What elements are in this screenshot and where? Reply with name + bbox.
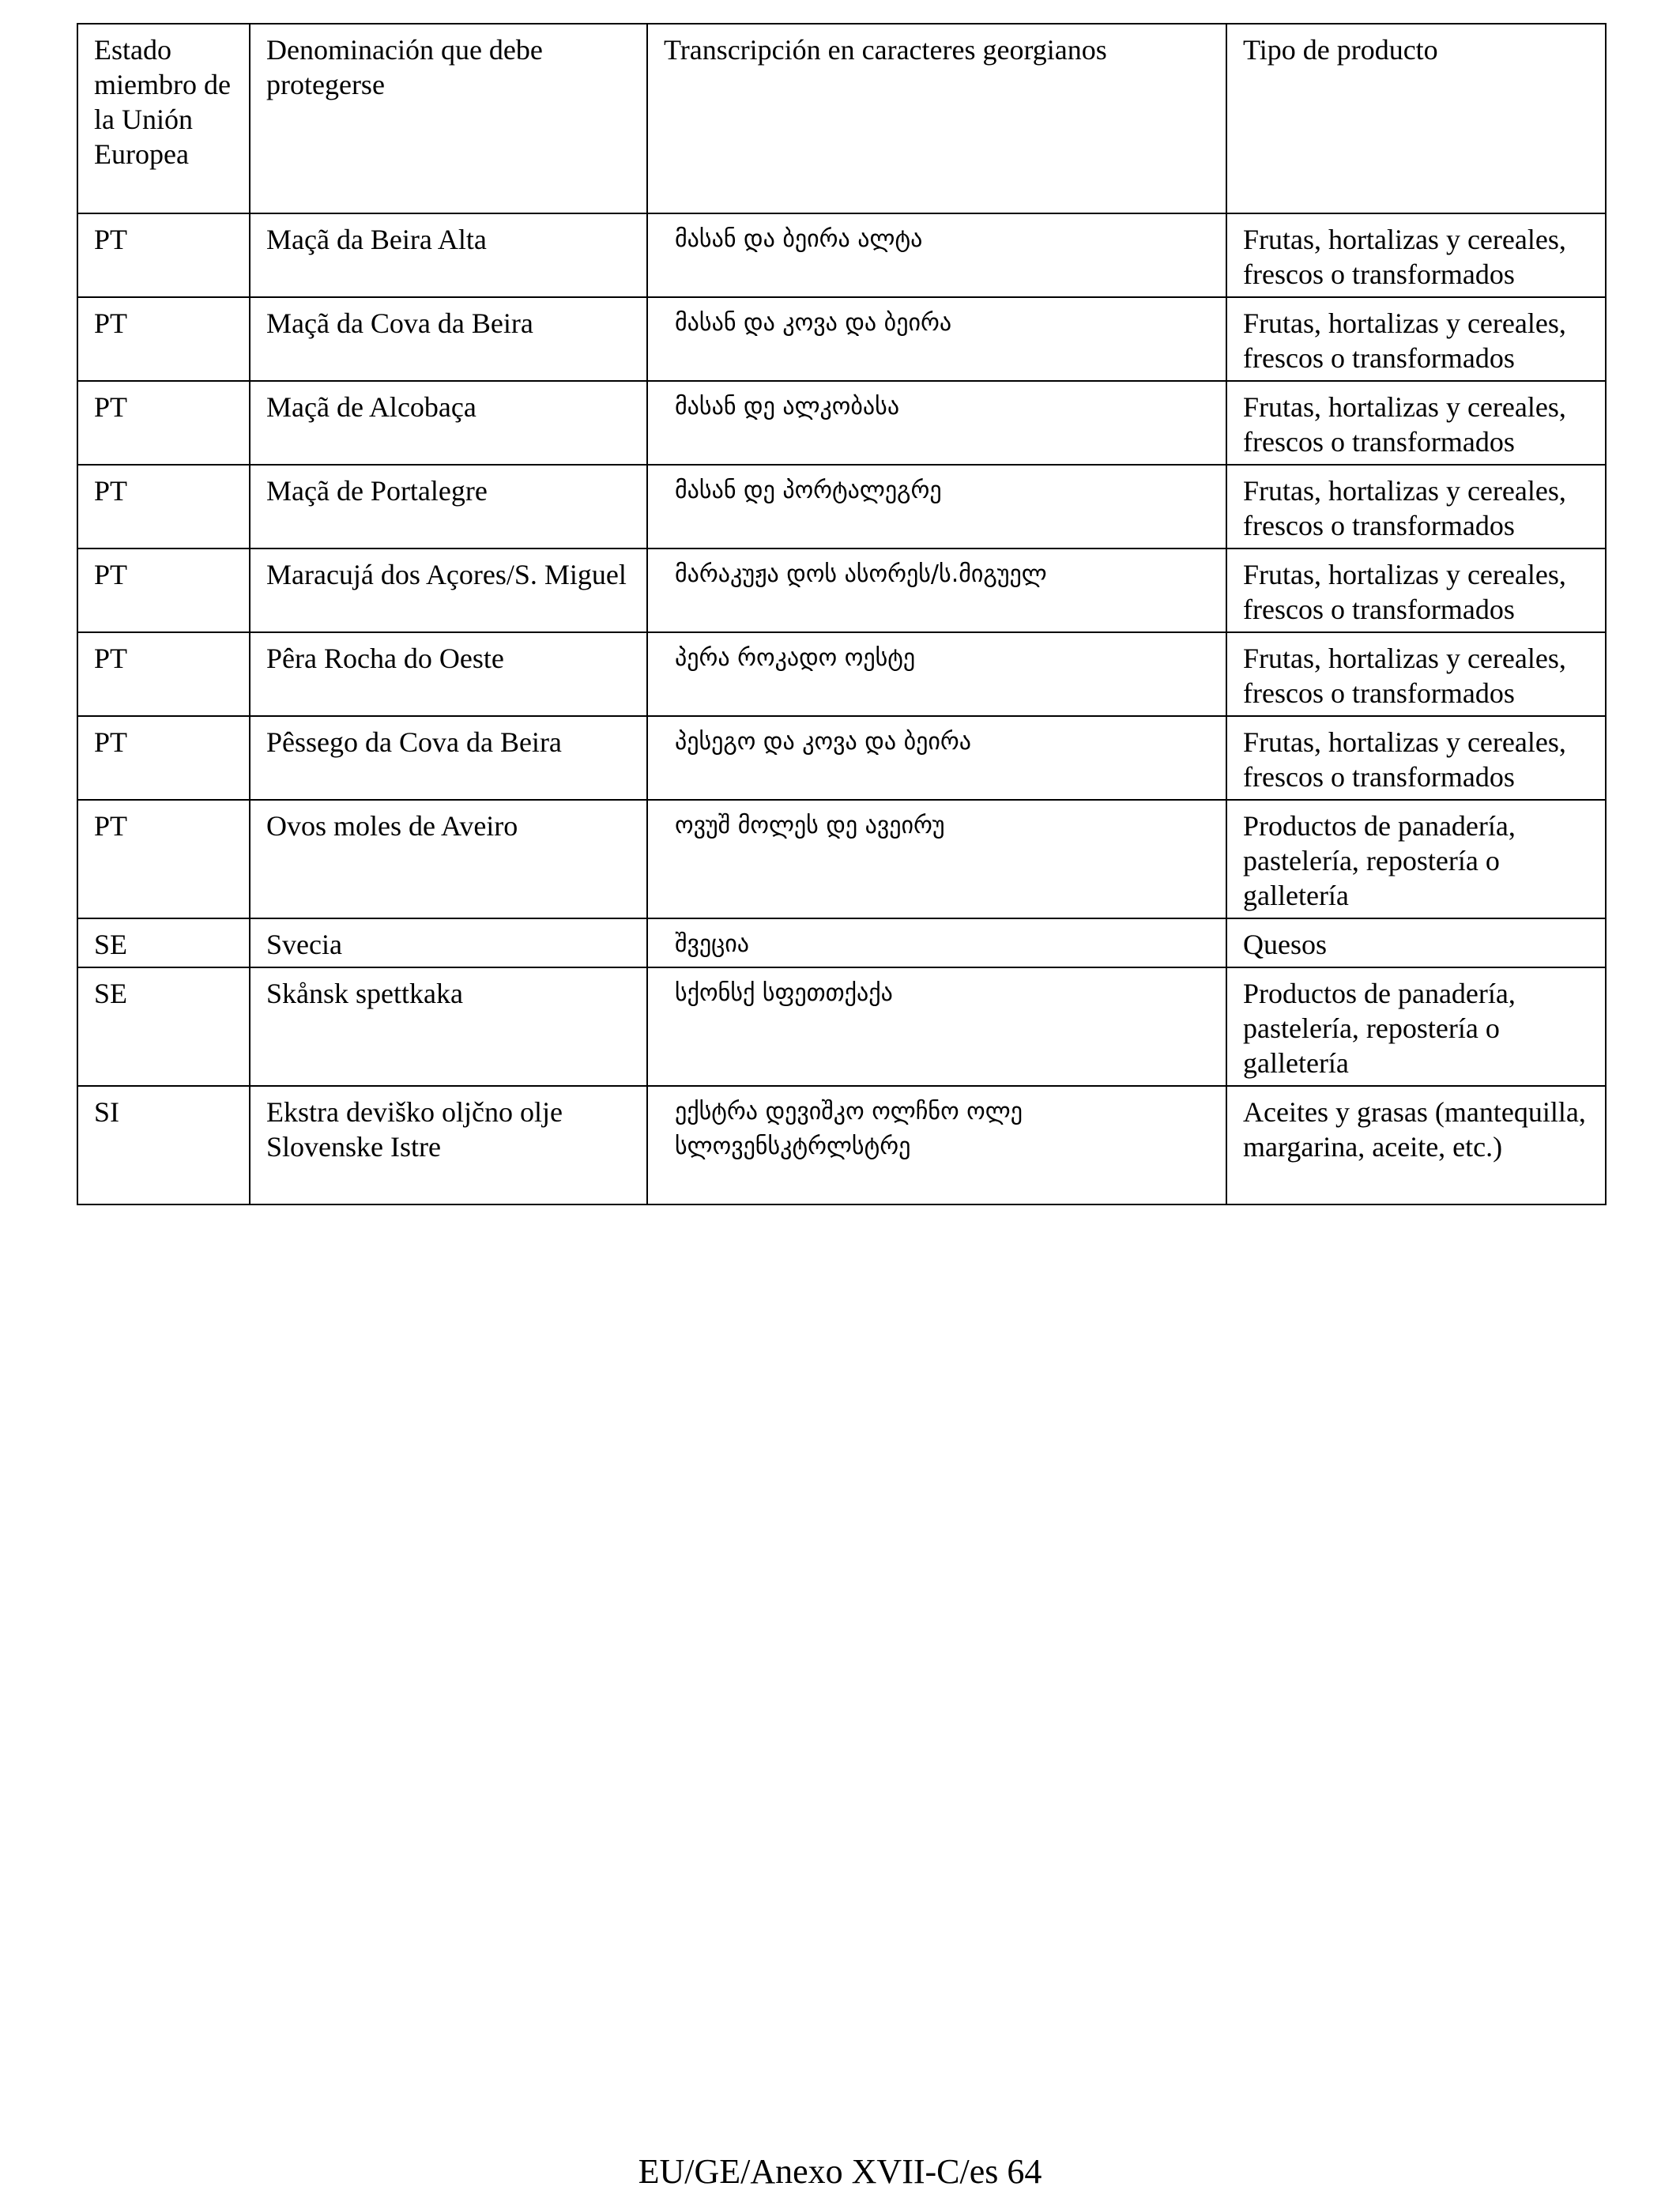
cell-member-state: PT: [77, 716, 250, 800]
cell-member-state: SE: [77, 918, 250, 967]
cell-product-type: Quesos: [1226, 918, 1606, 967]
cell-designation: Pêssego da Cova da Beira: [250, 716, 647, 800]
cell-georgian-transcription: სქონსქ სფეთთქაქა: [647, 967, 1226, 1086]
cell-georgian-transcription: მასან დე პორტალეგრე: [647, 465, 1226, 548]
cell-member-state: SI: [77, 1086, 250, 1204]
cell-member-state: PT: [77, 381, 250, 465]
cell-member-state: PT: [77, 800, 250, 918]
cell-georgian-transcription: მასან დე ალკობასა: [647, 381, 1226, 465]
cell-product-type: Frutas, hortalizas y cereales, frescos o transformados: [1226, 465, 1606, 548]
cell-member-state: PT: [77, 632, 250, 716]
cell-product-type: Productos de panadería, pastelería, repostería o galletería: [1226, 800, 1606, 918]
cell-product-type: Frutas, hortalizas y cereales, frescos o transformados: [1226, 716, 1606, 800]
cell-georgian-transcription: შვეცია: [647, 918, 1226, 967]
cell-designation: Maçã de Alcobaça: [250, 381, 647, 465]
table-row: [77, 548, 1606, 632]
cell-designation: Maçã da Beira Alta: [250, 213, 647, 297]
cell-product-type: Aceites y grasas (mantequilla, margarina, aceite, etc.): [1226, 1086, 1606, 1204]
cell-member-state: PT: [77, 548, 250, 632]
cell-designation: Maçã da Cova da Beira: [250, 297, 647, 381]
cell-member-state: SE: [77, 967, 250, 1086]
header-georgian-transcription: Transcripción en caracteres georgianos: [647, 24, 1226, 213]
table-row: [77, 297, 1606, 381]
table-row: [77, 213, 1606, 297]
cell-georgian-transcription: მასან და ბეირა ალტა: [647, 213, 1226, 297]
cell-designation: Ekstra deviško oljčno olje Slovenske Istre: [250, 1086, 647, 1204]
table-row: [77, 967, 1606, 1086]
cell-georgian-transcription: ოვუშ მოლეს დე ავეირუ: [647, 800, 1226, 918]
cell-product-type: Frutas, hortalizas y cereales, frescos o transformados: [1226, 213, 1606, 297]
table-row: [77, 1086, 1606, 1204]
table-row: [77, 716, 1606, 800]
table-row: [77, 918, 1606, 967]
cell-designation: Ovos moles de Aveiro: [250, 800, 647, 918]
table-row: [77, 800, 1606, 918]
cell-member-state: PT: [77, 465, 250, 548]
cell-designation: Maçã de Portalegre: [250, 465, 647, 548]
header-designation: Denominación que debe protegerse: [250, 24, 647, 213]
cell-product-type: Frutas, hortalizas y cereales, frescos o transformados: [1226, 381, 1606, 465]
cell-georgian-transcription: მარაკუჟა დოს ასორეს/ს.მიგუელ: [647, 548, 1226, 632]
cell-georgian-transcription: პერა როკადო ოესტე: [647, 632, 1226, 716]
header-product-type: Tipo de producto: [1226, 24, 1606, 213]
cell-product-type: Frutas, hortalizas y cereales, frescos o transformados: [1226, 297, 1606, 381]
table-row: [77, 632, 1606, 716]
cell-member-state: PT: [77, 297, 250, 381]
cell-georgian-transcription: პესეგო და კოვა და ბეირა: [647, 716, 1226, 800]
table-header-row: [77, 24, 1606, 213]
cell-member-state: PT: [77, 213, 250, 297]
cell-georgian-transcription: ექსტრა დევიშკო ოლჩნო ოლე სლოვენსკტრლსტრე: [647, 1086, 1226, 1204]
cell-product-type: Frutas, hortalizas y cereales, frescos o transformados: [1226, 548, 1606, 632]
cell-product-type: Frutas, hortalizas y cereales, frescos o transformados: [1226, 632, 1606, 716]
cell-designation: Skånsk spettkaka: [250, 967, 647, 1086]
header-member-state: Estado miembro de la Unión Europea: [77, 24, 250, 213]
cell-designation: Svecia: [250, 918, 647, 967]
cell-designation: Maracujá dos Açores/S. Miguel: [250, 548, 647, 632]
cell-designation: Pêra Rocha do Oeste: [250, 632, 647, 716]
table-row: [77, 465, 1606, 548]
page-footer: EU/GE/Anexo XVII-C/es 64: [638, 2152, 1042, 2191]
cell-georgian-transcription: მასან და კოვა და ბეირა: [647, 297, 1226, 381]
designations-table: [77, 23, 1607, 1205]
cell-product-type: Productos de panadería, pastelería, repostería o galletería: [1226, 967, 1606, 1086]
table-row: [77, 381, 1606, 465]
